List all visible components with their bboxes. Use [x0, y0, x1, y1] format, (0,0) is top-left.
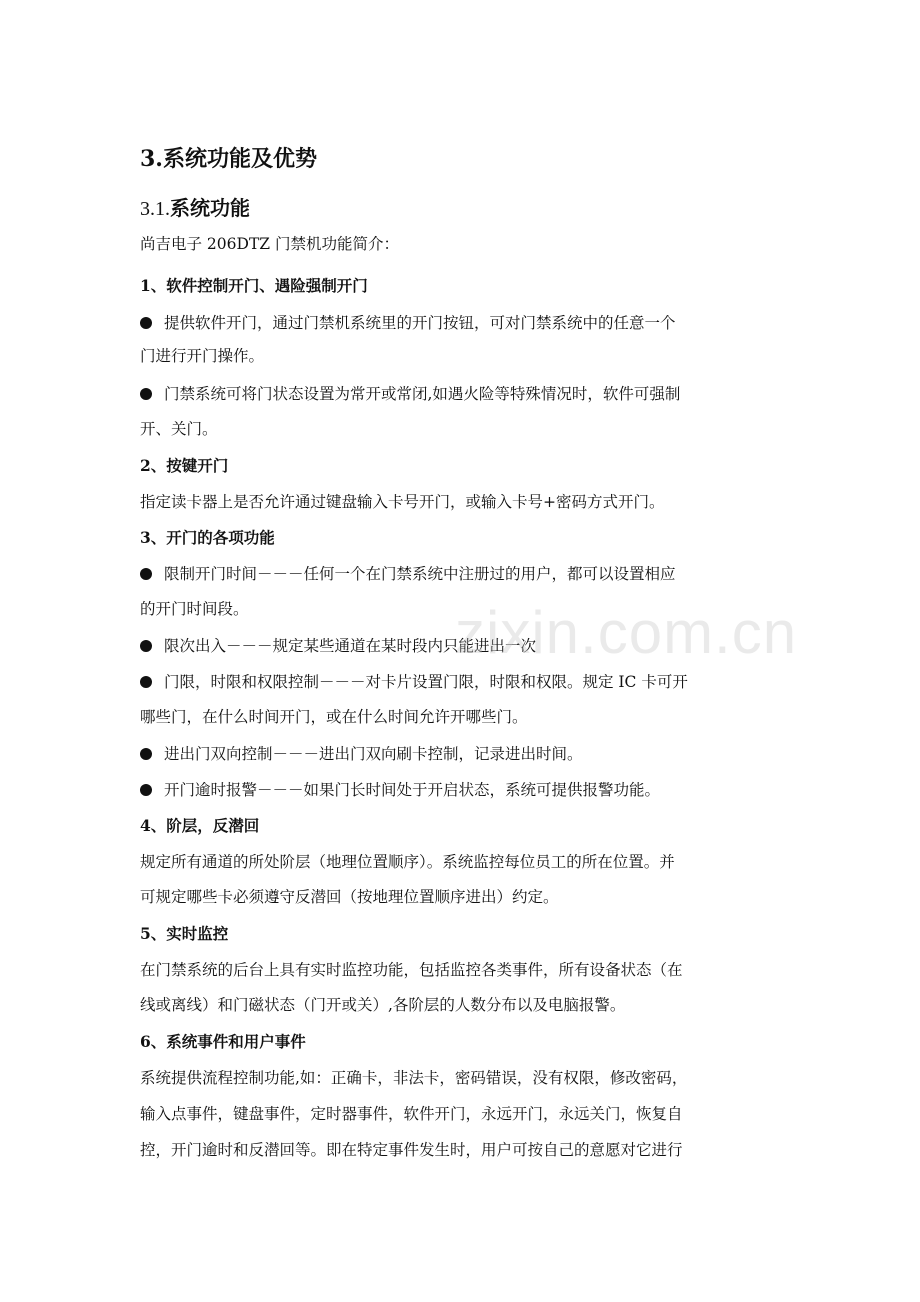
paragraph-line: 可规定哪些卡必须遵守反潜回（按地理位置顺序进出）约定。 — [140, 888, 559, 906]
paragraph-line: 控，开门逾时和反潜回等。即在特定事件发生时，用户可按自己的意愿对它进行 — [140, 1141, 683, 1159]
paragraph-line: 的开门时间段。 — [140, 600, 249, 618]
watermark: zixin.com.cn — [455, 599, 798, 666]
paragraph-line: 规定所有通道的所处阶层（地理位置顺序）。系统监控每位员工的所在位置。并 — [140, 853, 675, 871]
paragraph-line: 输入点事件，键盘事件，定时器事件，软件开门，永远开门，永远关门，恢复自 — [140, 1105, 683, 1123]
bullet-line: 限次出入－－－规定某些通道在某时段内只能进出一次 — [140, 634, 536, 658]
item-heading: 1、软件控制开门、遇险强制开门 — [140, 276, 368, 295]
paragraph-line: 开、关门。 — [140, 420, 218, 438]
paragraph-line: 门进行开门操作。 — [140, 347, 265, 365]
bullet-line: 提供软件开门，通过门禁机系统里的开门按钮，可对门禁系统中的任意一个 — [140, 311, 676, 335]
item-heading: 2、按键开门 — [140, 456, 229, 475]
bullet-icon — [140, 748, 152, 760]
paragraph-line: 线或离线）和门磁状态（门开或关）,各阶层的人数分布以及电脑报警。 — [140, 996, 626, 1014]
bullet-icon — [140, 676, 152, 688]
bullet-line: 开门逾时报警－－－如果门长时间处于开启状态，系统可提供报警功能。 — [140, 778, 660, 802]
bullet-icon — [140, 784, 152, 796]
bullet-icon — [140, 640, 152, 652]
bullet-icon — [140, 388, 152, 400]
paragraph-line: 在门禁系统的后台上具有实时监控功能，包括监控各类事件，所有设备状态（在 — [140, 961, 683, 979]
subsection-text: 系统功能 — [170, 196, 250, 220]
item-heading: 4、阶层，反潜回 — [140, 816, 260, 835]
subsection-number: 3.1. — [140, 198, 170, 220]
subsection-title — [140, 193, 250, 224]
bullet-icon — [140, 317, 152, 329]
section-title: 3.系统功能及优势 — [140, 146, 317, 172]
item-heading: 5、实时监控 — [140, 924, 229, 943]
bullet-line: 限制开门时间－－－任何一个在门禁系统中注册过的用户，都可以设置相应 — [140, 562, 676, 586]
bullet-line: 门禁系统可将门状态设置为常开或常闭,如遇火险等特殊情况时，软件可强制 — [140, 382, 680, 406]
bullet-line: 门限，时限和权限控制－－－对卡片设置门限，时限和权限。规定 IC 卡可开 — [140, 670, 688, 694]
bullet-icon — [140, 568, 152, 580]
item-heading: 6、系统事件和用户事件 — [140, 1032, 306, 1051]
paragraph-line: 系统提供流程控制功能,如：正确卡，非法卡，密码错误，没有权限，修改密码， — [140, 1069, 688, 1087]
intro-paragraph: 尚吉电子 206DTZ 门禁机功能简介： — [140, 235, 399, 253]
item-heading: 3、开门的各项功能 — [140, 528, 275, 547]
paragraph-line: 哪些门，在什么时间开门，或在什么时间允许开哪些门。 — [140, 708, 528, 726]
bullet-line: 进出门双向控制－－－进出门双向刷卡控制，记录进出时间。 — [140, 742, 583, 766]
paragraph-line: 指定读卡器上是否允许通过键盘输入卡号开门，或输入卡号+密码方式开门。 — [140, 493, 665, 511]
